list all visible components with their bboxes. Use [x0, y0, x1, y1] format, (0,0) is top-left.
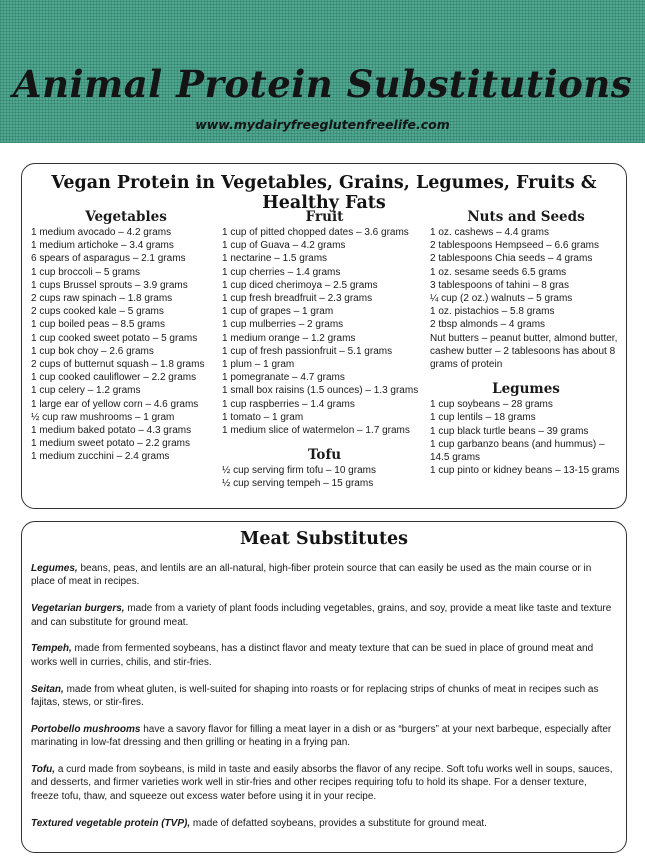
- fruit-heading: Fruit: [305, 209, 344, 225]
- legumes-heading: Legumes: [492, 381, 560, 398]
- substitute-description: made from a variety of plant foods including vegetables, grains, and soy, provide a meat like taste and texture and can substitute for ground meat.: [31, 603, 612, 628]
- list-item: 2 tbsp almonds – 4 grams: [430, 319, 546, 331]
- list-item: 1 tomato – 1 gram: [222, 411, 304, 423]
- list-item: 1 cup cooked sweet potato – 5 grams: [31, 332, 198, 344]
- list-item: 1 pomegranate – 4.7 grams: [222, 372, 345, 384]
- meat-substitutes-panel: [21, 521, 627, 853]
- list-item: 1 cup pinto or kidney beans – 13-15 grams: [430, 465, 620, 477]
- list-item: 1 cup of fresh passionfruit – 5.1 grams: [222, 345, 393, 357]
- substitute-entry: [31, 642, 616, 669]
- list-item: 1 cups Brussel sprouts – 3.9 grams: [31, 279, 188, 291]
- list-item: 1 medium slice of watermelon – 1.7 grams: [222, 425, 410, 437]
- meat-substitutes-body: [31, 562, 616, 843]
- list-item: 1 medium orange – 1.2 grams: [222, 332, 356, 344]
- vegetables-column: [31, 209, 221, 464]
- vegetables-list: [31, 226, 221, 464]
- substitute-description: made of defatted soybeans, provides a substitute for ground meat.: [190, 817, 487, 829]
- substitute-entry: [31, 562, 616, 589]
- list-item: Nut butters – peanut butter, almond butter, cashew butter – 2 tablesoons has about 8 grams of protein: [430, 332, 618, 371]
- substitute-description: made from wheat gluten, is well-suited for shaping into roasts or for replacing strips of chunks of meat in recipes such as fajitas, stews, or stir-fires.: [31, 683, 599, 709]
- list-item: ½ cup serving tempeh – 15 grams: [222, 478, 374, 490]
- list-item: 3 tablespoons of tahini – 8 gras: [430, 279, 569, 291]
- substitute-description: beans, peas, and lentils are an all-natural, high-fiber protein source that can easily be used as the main course or in place of meat in recipes.: [31, 563, 592, 588]
- list-item: 1 cup mulberries – 2 grams: [222, 319, 344, 331]
- list-item: 1 oz. sesame seeds 6.5 grams: [430, 266, 567, 278]
- vegan-protein-panel: [21, 163, 627, 509]
- list-item: 1 cup bok choy – 2.6 grams: [31, 345, 154, 357]
- list-item: 1 large ear of yellow corn – 4.6 grams: [31, 398, 199, 410]
- list-item: 2 cups cooked kale – 5 grams: [31, 306, 164, 318]
- list-item: 1 cup garbanzo beans (and hummus) – 14.5 grams: [430, 438, 605, 464]
- website-url[interactable]: www.mydairyfreeglutenfreelife.com: [195, 117, 450, 132]
- list-item: 1 cup black turtle beans – 39 grams: [430, 425, 589, 437]
- list-item: 1 cup diced cherimoya – 2.5 grams: [222, 279, 378, 291]
- list-item: 1 medium artichoke – 3.4 grams: [31, 240, 174, 252]
- legumes-list: [430, 398, 622, 477]
- header-banner: [0, 0, 645, 143]
- list-item: 1 cup boiled peas – 8.5 grams: [31, 319, 165, 331]
- list-item: 1 cup soybeans – 28 grams: [430, 399, 553, 411]
- vegan-protein-heading: Vegan Protein in Vegetables, Grains, Legumes, Fruits & Healthy Fats: [51, 173, 597, 213]
- list-item: 1 cup broccoli – 5 grams: [31, 266, 140, 278]
- nuts-seeds-heading: Nuts and Seeds: [467, 209, 585, 225]
- substitute-entry: [31, 602, 616, 629]
- meat-substitutes-heading: Meat Substitutes: [239, 529, 409, 549]
- list-item: ½ cup raw mushrooms – 1 gram: [31, 411, 175, 423]
- list-item: 2 cups raw spinach – 1.8 grams: [31, 293, 173, 305]
- list-item: 1 cup of pitted chopped dates – 3.6 grams: [222, 227, 409, 238]
- substitute-term: Textured vegetable protein (TVP),: [31, 817, 191, 829]
- list-item: 1 medium baked potato – 4.3 grams: [31, 425, 192, 437]
- list-item: 2 tablespoons Hempseed – 6.6 grams: [430, 240, 599, 252]
- list-item: 1 cup cooked cauliflower – 2.2 grams: [31, 372, 197, 384]
- list-item: ¼ cup (2 oz.) walnuts – 5 grams: [430, 293, 573, 305]
- list-item: 1 plum – 1 gram: [222, 359, 295, 371]
- nuts-seeds-list: [430, 226, 622, 371]
- fruit-column: [222, 209, 427, 491]
- list-item: 1 cup of Guava – 4.2 grams: [222, 240, 346, 252]
- substitute-entry: [31, 683, 616, 710]
- list-item: 1 cup celery – 1.2 grams: [31, 385, 141, 397]
- vegetables-heading: Vegetables: [85, 209, 167, 225]
- nuts-legumes-column: [430, 209, 622, 477]
- page-title: Animal Protein Substitutions: [12, 62, 633, 106]
- list-item: 6 spears of asparagus – 2.1 grams: [31, 253, 186, 265]
- substitute-term: Portobello mushrooms: [31, 723, 141, 735]
- list-item: 1 oz. pistachios – 5.8 grams: [430, 306, 555, 318]
- substitute-term: Vegetarian burgers,: [31, 603, 125, 615]
- tofu-heading: Tofu: [307, 447, 342, 464]
- list-item: 1 small box raisins (1.5 ounces) – 1.3 grams: [222, 385, 419, 397]
- substitute-description: a curd made from soybeans, is mild in taste and easily absorbs the flavor of any recipe. Soft tofu works well in soups, sauces, and desserts, and firmer varieties work well in stir-fries and other recipes requiring tofu to hold its shape. For a denser texture, freeze tofu, thaw, and squeeze out excess water before using it in your recipe.: [31, 764, 613, 802]
- substitute-term: Tempeh,: [31, 643, 72, 655]
- list-item: 1 medium sweet potato – 2.2 grams: [31, 438, 190, 450]
- list-item: ½ cup serving firm tofu – 10 grams: [222, 465, 376, 477]
- substitute-entry: [31, 763, 616, 803]
- substitute-description: have a savory flavor for filling a meat layer in a dish or as “burgers” at your next barbeque, especially after marinating in low-fat dressing and then grilling or heating in a frying pan.: [31, 723, 612, 749]
- list-item: 1 cup raspberries – 1.4 grams: [222, 398, 355, 410]
- list-item: 2 tablespoons Chia seeds – 4 grams: [430, 253, 593, 265]
- list-item: 1 cup cherries – 1.4 grams: [222, 266, 341, 278]
- substitute-term: Legumes,: [31, 563, 78, 574]
- list-item: 2 cups of butternut squash – 1.8 grams: [31, 359, 205, 371]
- list-item: 1 medium avocado – 4.2 grams: [31, 227, 172, 238]
- substitute-term: Seitan,: [31, 683, 64, 695]
- tofu-list: [222, 464, 427, 490]
- fruit-list: [222, 226, 427, 437]
- list-item: 1 nectarine – 1.5 grams: [222, 253, 328, 265]
- list-item: 1 oz. cashews – 4.4 grams: [430, 227, 549, 238]
- substitute-description: made from fermented soybeans, has a distinct flavor and meaty texture that can be sued in place of ground meat and works well in curries, chilis, and stir-fries.: [31, 643, 594, 668]
- list-item: 1 medium zucchini – 2.4 grams: [31, 451, 170, 463]
- substitute-term: Tofu,: [31, 764, 56, 776]
- list-item: 1 cup fresh breadfruit – 2.3 grams: [222, 293, 373, 305]
- substitute-entry: [31, 723, 616, 750]
- list-item: 1 cup of grapes – 1 gram: [222, 306, 334, 318]
- list-item: 1 cup lentils – 18 grams: [430, 412, 536, 424]
- substitute-entry: [31, 817, 616, 830]
